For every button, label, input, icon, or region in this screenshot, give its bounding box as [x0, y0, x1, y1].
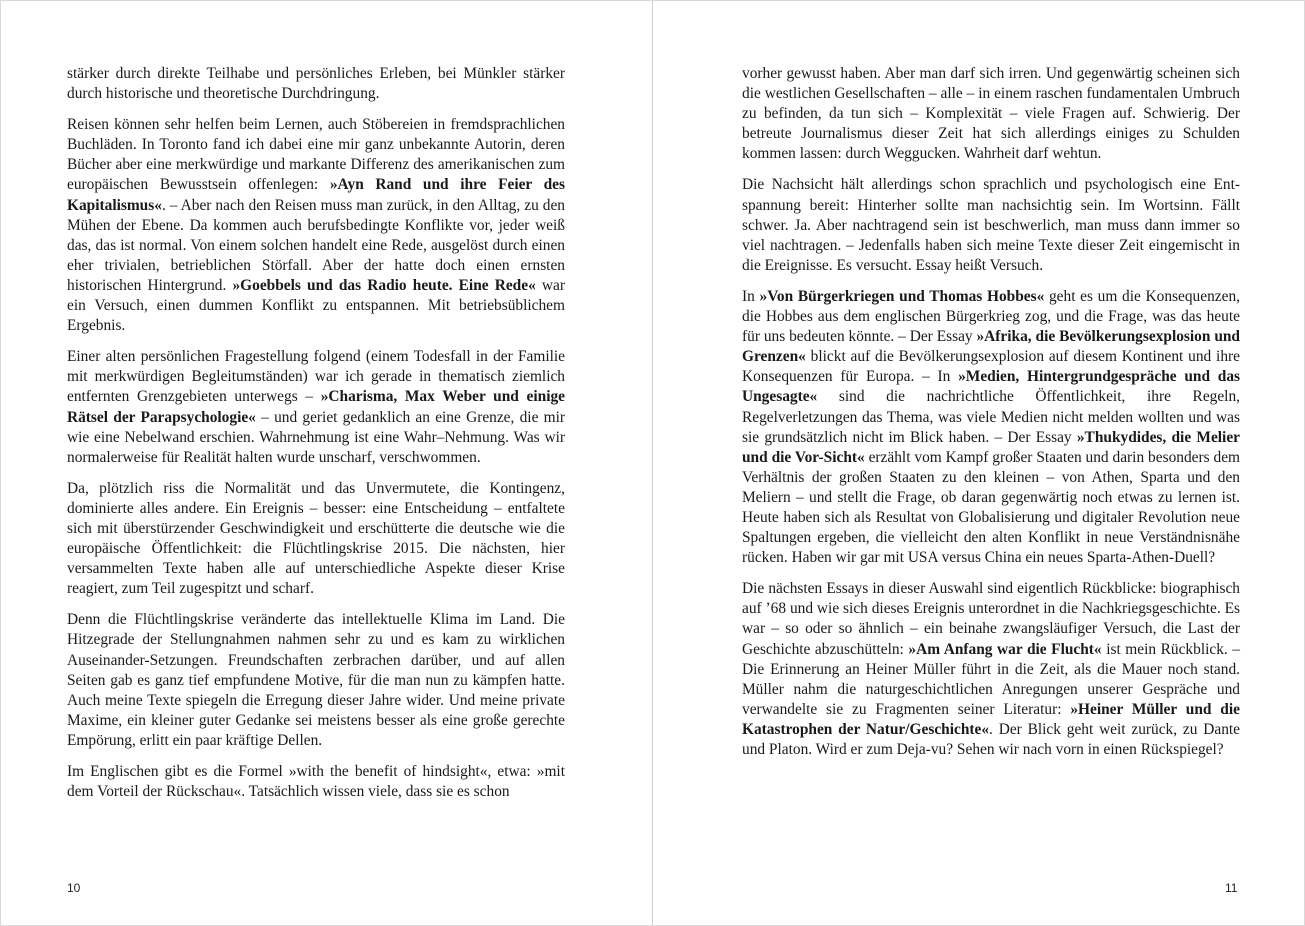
text-run: . – Aber nach den Reisen muss man zurück, in den Alltag, zu den Mühen der Ebene. Da kommen auch berufsbedingte Konflikte vor, jeder weiß das, das ist normal. Von einem solchen handelt eine Rede, ausgelöst durch einen eher trivialen, betrieblichen Störfall. Aber der hatte doch einen ernsten historischen Hintergrund.	[67, 196, 565, 294]
text-run: vorher gewusst haben. Aber man darf sich irren. Und gegenwärtig scheinen sich die westlichen Gesellschaften – alle – in einem raschen fundamentalen Umbruch zu befinden, da tun sich – Komplexität – viele Fragen auf. Schwierig. Der betreute Journalismus dieser Zeit hat sich allerdings einiges zu Schulden kommen lassen: durch Weggucken. Wahrheit darf wehtun.	[742, 65, 1240, 163]
right-page-text	[742, 64, 1240, 771]
essay-title: »Ayn Rand und ihre Feier des Kapitalismus«	[67, 176, 565, 214]
essay-title: »Am Anfang war die Flucht«	[908, 640, 1102, 658]
text-run: – und geriet gedanklich an eine Grenze, die mir wie eine Nebelwand erschien. Wahrnehmung ist eine Wahr–Nehmung. Was wir normalerweise für Realität halten wurde unscharf, verschwommen.	[67, 408, 566, 466]
text-run: Im Englischen gibt es die Formel »with the benefit of hindsight«, etwa: »mit dem Vorteil der Rückschau«. Tatsächlich wissen viele, dass sie es schon	[67, 763, 565, 801]
text-run: erzählt vom Kampf großer Staaten und darin besonders dem Verhältnis der großen Staaten zu den kleinen – von Athen, Sparta und den Meliern – und stellt die Frage, ob daran gegenwärtig noch etwas zu lernen ist. Heute haben sich als Resultat von Globalisierung und digitaler Revolution neue Spaltungen ergeben, die vielleicht den alten Konflikt in neue Verständnisnähe rücken. Haben wir gar mit USA versus China ein neues Sparta-Athen-Duell?	[742, 448, 1240, 567]
essay-title: »Thukydides, die Melier und die Vor-Sicht«	[742, 428, 1240, 466]
left-page	[1, 1, 652, 925]
text-run: war ein Versuch, einen dummen Konflikt zu entspannen. Mit betriebsüblichem Ergebnis.	[67, 276, 566, 335]
text-run: blickt auf die Bevölkerungsexplosion auf diesem Kontinent und ihre Konsequenzen für Europa. – In	[742, 348, 1240, 386]
paragraph	[742, 579, 1240, 760]
essay-title: »Afrika, die Bevölkerungsexplosion und Grenzen«	[742, 328, 1240, 366]
paragraph	[742, 287, 1240, 568]
text-run: geht es um die Konsequenzen, die Hobbes aus dem englischen Bürgerkrieg zog, und die Frage, was das heute für uns bedeuten könnte. – Der Essay	[742, 287, 1240, 346]
essay-title: »Von Bürgerkriegen und Thomas Hobbes«	[759, 287, 1045, 305]
paragraph	[67, 610, 565, 751]
paragraph	[67, 762, 565, 802]
essay-title: »Medien, Hintergrundgespräche und das Ungesagte«	[742, 368, 1241, 406]
essay-title: »Heiner Müller und die Katastrophen der Natur/Geschichte«	[742, 700, 1240, 738]
right-page-number: 11	[1225, 881, 1238, 895]
paragraph	[67, 64, 565, 104]
text-run: Da, plötzlich riss die Normalität und das Unvermutete, die Kontingenz, dominierte alles andere. Ein Ereignis – besser: eine Entscheidung – entfaltete sich mit überstürzender Geschwindigkeit und erschütterte die deutsche wie die europäische Öffentlichkeit: die Flüchtlingskrise 2015. Die nächsten, hier versammelten Texte haben alle auf unterschiedliche Aspekte dieser Krise reagiert, zum Teil zugespitzt und scharf.	[67, 479, 565, 598]
paragraph	[742, 175, 1240, 275]
text-run: sind die nachrichtliche Öffentlichkeit, ihre Regeln, Regelverletzungen das Thema, was viele Medien nicht melden wollten und was sie grundsätzlich nicht im Blick haben. – Der Essay	[742, 388, 1240, 446]
text-run: Reisen können sehr helfen beim Lernen, auch Stöbereien in fremdsprachlichen Buchläden. In Toronto fand ich dabei eine mir ganz unbekannte Autorin, deren Bücher aber eine merkwürdige und markante Differenz des amerikanischen zum europäischen Bewusstsein offenlegen:	[67, 116, 565, 194]
text-run: Die Nachsicht hält allerdings schon sprachlich und psychologisch eine Entspannung bereit: Hinterher sollte man nachsichtig sein. Im Wortsinn. Fällt schwer. Ja. Aber nachtragend sein ist beschwerlich, man muss dann immer so viel nachtragen. – Jedenfalls haben sich meine Texte dieser Zeit eingemischt in die Ereignisse. Es versucht. Essay heißt Versuch.	[742, 176, 1240, 274]
paragraph	[67, 479, 565, 600]
essay-title: »Goebbels und das Radio heute. Eine Rede«	[232, 276, 536, 294]
text-run: stärker durch direkte Teilhabe und persönliches Erleben, bei Münkler stärker durch historische und theoretische Durchdringung.	[67, 65, 565, 103]
left-page-text	[67, 64, 565, 813]
text-run: Denn die Flüchtlingskrise veränderte das intellektuelle Klima im Land. Die Hitzegrade der Stellungnahmen nahmen sehr zu und es kam zu wirklichen Auseinander-Setzungen. Freundschaften zerbrachen darüber, und auf allen Seiten gab es ganz tief empfundene Motive, für die man nun zu kämpfen hatte. Auch meine Texte spiegeln die Erregung dieser Jahre wider. Und meine private Maxime, ein kleiner guter Gedanke sei meistens besser als eine große gerechte Empörung, erlitt ein paar kräftige Dellen.	[67, 611, 565, 749]
text-run: Einer alten persönlichen Fragestellung folgend (einem Todesfall in der Familie mit merkwürdigen Begleitumständen) war ich gerade in thematisch ziemlich entfernten Grenzgebieten unterwegs –	[67, 348, 565, 406]
paragraph	[67, 347, 565, 468]
text-run: Die nächsten Essays in dieser Auswahl sind eigentlich Rückblicke: biographisch auf ’68 und wie sich dieses Ereignis unterordnet in die Nachkriegsgeschichte. Es war – so oder so ähnlich – ein beinahe zwangsläufiger Versuch, die Last der Geschichte abzuschütteln:	[742, 580, 1240, 658]
text-run: ist mein Rückblick. – Die Erinnerung an Heiner Müller führt in die Zeit, als die Mauer noch stand. Müller nahm die naturgeschichtlichen Anregungen unserer Gespräche und verwandelte sie zu Fragmenten seiner Literatur:	[742, 640, 1240, 718]
text-run: In	[742, 287, 760, 305]
left-page-number: 10	[67, 881, 81, 895]
paragraph	[742, 64, 1240, 164]
paragraph	[67, 115, 565, 336]
essay-title: »Charisma, Max Weber und einige Rätsel der Parapsychologie«	[67, 388, 565, 426]
text-run: . Der Blick geht weit zurück, zu Dante und Platon. Wird er zum Deja-vu? Sehen wir nach vorn in einen Rückspiegel?	[742, 720, 1241, 758]
right-page	[653, 1, 1304, 925]
